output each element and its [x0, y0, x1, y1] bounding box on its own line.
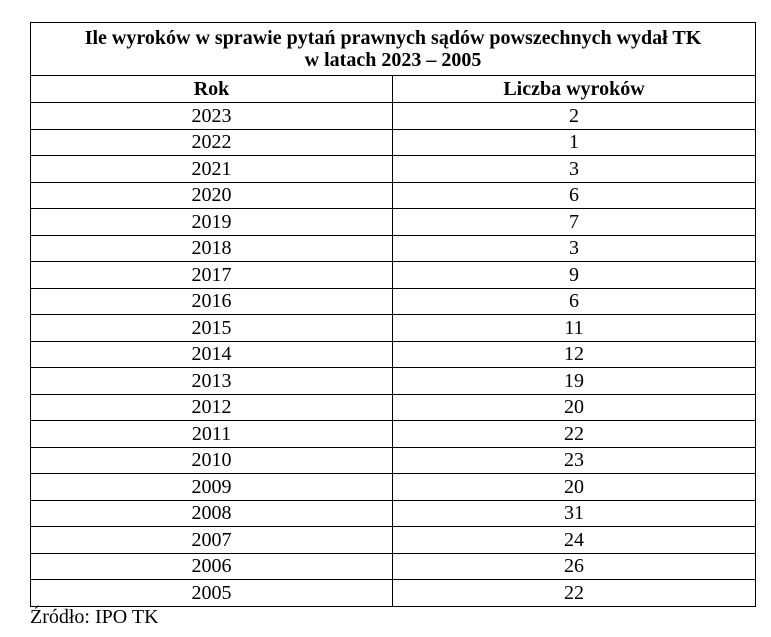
table-row — [31, 527, 756, 554]
cell-year: 2010 — [31, 447, 393, 474]
source-note: Źródło: IPO TK — [30, 606, 159, 628]
column-header-count: Liczba wyroków — [393, 76, 756, 103]
table-row — [31, 341, 756, 368]
table-body — [31, 103, 756, 607]
cell-year: 2022 — [31, 129, 393, 156]
cell-year: 2018 — [31, 235, 393, 262]
cell-year: 2016 — [31, 288, 393, 315]
cell-year: 2013 — [31, 368, 393, 395]
table-row — [31, 209, 756, 236]
title-row — [31, 23, 756, 76]
table-row — [31, 394, 756, 421]
cell-count: 3 — [393, 235, 756, 262]
table-row — [31, 103, 756, 130]
cell-year: 2014 — [31, 341, 393, 368]
cell-year: 2019 — [31, 209, 393, 236]
table-row — [31, 262, 756, 289]
cell-year: 2006 — [31, 553, 393, 580]
cell-year: 2009 — [31, 474, 393, 501]
header-row — [31, 76, 756, 103]
table-row — [31, 447, 756, 474]
cell-year: 2020 — [31, 182, 393, 209]
table-row — [31, 182, 756, 209]
cell-count: 2 — [393, 103, 756, 130]
table-row — [31, 553, 756, 580]
cell-count: 19 — [393, 368, 756, 395]
cell-year: 2023 — [31, 103, 393, 130]
cell-count: 22 — [393, 580, 756, 607]
cell-count: 22 — [393, 421, 756, 448]
cell-year: 2015 — [31, 315, 393, 342]
cell-count: 20 — [393, 474, 756, 501]
table-row — [31, 474, 756, 501]
table-row — [31, 368, 756, 395]
cell-year: 2007 — [31, 527, 393, 554]
table-title-line-1: Ile wyroków w sprawie pytań prawnych sądów powszechnych wydał TK — [84, 27, 702, 49]
cell-count: 24 — [393, 527, 756, 554]
table-title — [31, 23, 756, 76]
table-row — [31, 288, 756, 315]
table-row — [31, 156, 756, 183]
table-row — [31, 421, 756, 448]
cell-count: 6 — [393, 288, 756, 315]
cell-count: 26 — [393, 553, 756, 580]
cell-count: 11 — [393, 315, 756, 342]
judgments-table — [30, 22, 756, 607]
cell-count: 3 — [393, 156, 756, 183]
table-row — [31, 129, 756, 156]
table-row — [31, 235, 756, 262]
cell-count: 9 — [393, 262, 756, 289]
cell-year: 2008 — [31, 500, 393, 527]
table-row — [31, 315, 756, 342]
table-row — [31, 500, 756, 527]
table-row — [31, 580, 756, 607]
cell-count: 6 — [393, 182, 756, 209]
cell-count: 1 — [393, 129, 756, 156]
cell-count: 20 — [393, 394, 756, 421]
table-title-line-2: w latach 2023 – 2005 — [304, 49, 482, 71]
cell-year: 2021 — [31, 156, 393, 183]
column-header-year: Rok — [31, 76, 393, 103]
cell-count: 23 — [393, 447, 756, 474]
cell-year: 2011 — [31, 421, 393, 448]
cell-year: 2012 — [31, 394, 393, 421]
cell-count: 7 — [393, 209, 756, 236]
cell-count: 12 — [393, 341, 756, 368]
cell-year: 2005 — [31, 580, 393, 607]
cell-year: 2017 — [31, 262, 393, 289]
cell-count: 31 — [393, 500, 756, 527]
